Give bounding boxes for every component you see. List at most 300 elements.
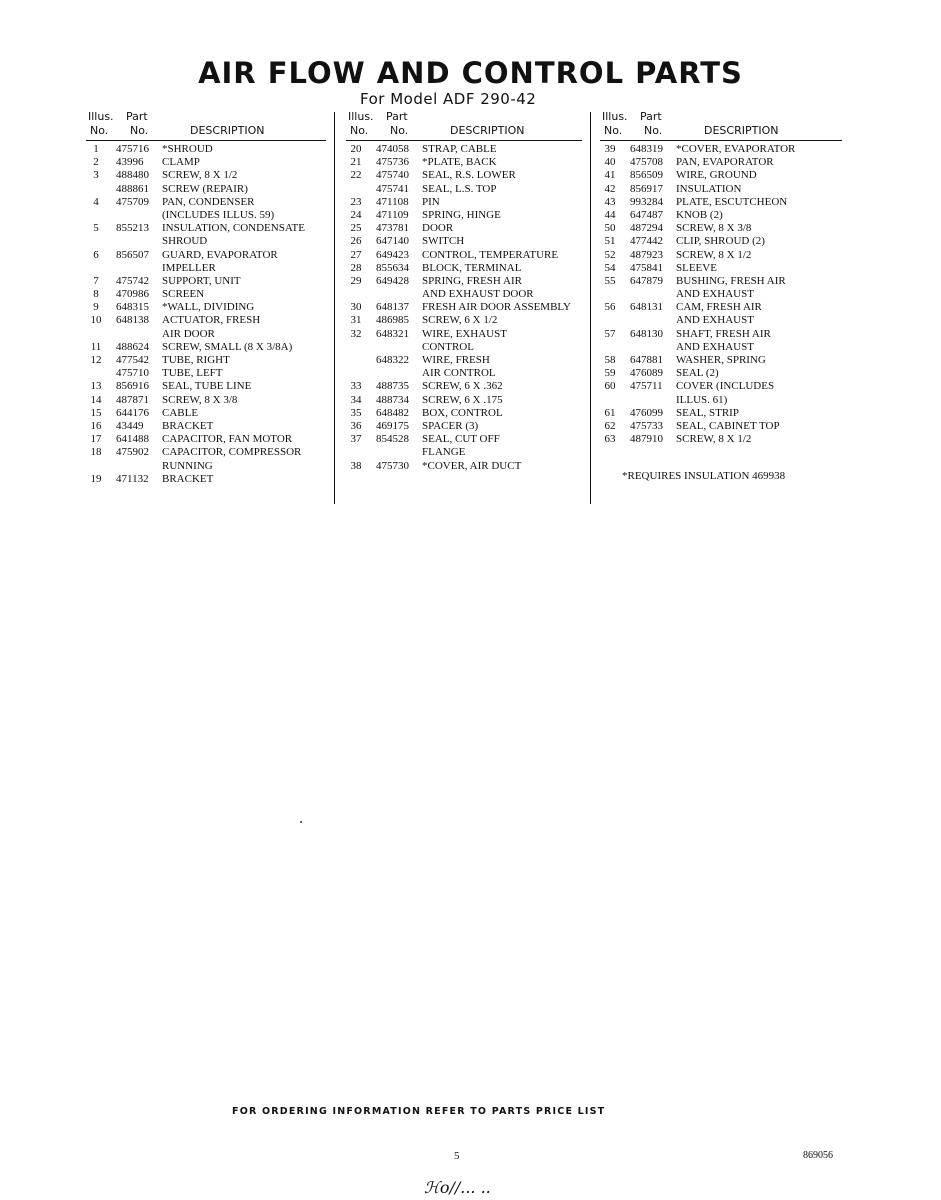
parts-row — [346, 262, 582, 275]
part-number: 469175 — [376, 419, 409, 432]
part-description: SPRING, FRESH AIR — [422, 274, 522, 287]
parts-row — [600, 275, 842, 288]
part-description: *COVER, AIR DUCT — [422, 459, 522, 472]
part-description: SCREW, 8 X 1/2 — [676, 248, 752, 261]
illus-number: 63 — [604, 433, 616, 446]
parts-row — [86, 275, 326, 288]
part-description: SCREW (REPAIR) — [162, 182, 248, 195]
part-number: 475708 — [630, 156, 663, 169]
header-illus-no: No. — [90, 124, 109, 137]
part-description: BLOCK, TERMINAL — [422, 261, 522, 274]
part-description: *PLATE, BACK — [422, 156, 497, 169]
ordering-footer: FOR ORDERING INFORMATION REFER TO PARTS PRICE LIST — [232, 1106, 606, 1117]
part-description: TUBE, RIGHT — [162, 354, 230, 366]
parts-row — [600, 314, 842, 327]
part-number: 473781 — [376, 222, 409, 235]
part-number: 476089 — [630, 367, 663, 380]
parts-row — [346, 328, 582, 341]
part-description: SPRING, HINGE — [422, 208, 501, 221]
illus-number: 58 — [604, 354, 616, 366]
part-description: BRACKET — [162, 472, 214, 485]
part-description: CLAMP — [162, 156, 200, 169]
parts-row — [600, 169, 842, 182]
part-number: 477442 — [630, 235, 663, 248]
parts-row — [600, 420, 842, 433]
page-title: AIR FLOW AND CONTROL PARTS — [198, 56, 743, 90]
part-number: 648138 — [116, 314, 149, 327]
part-number: 475736 — [376, 156, 409, 169]
parts-row — [86, 314, 326, 327]
part-description: SCREW, 6 X .175 — [422, 393, 503, 406]
illus-number: 7 — [93, 274, 99, 287]
part-description: SCREW, 8 X 1/2 — [676, 433, 752, 446]
header-description: DESCRIPTION — [450, 124, 525, 137]
parts-row — [600, 249, 842, 262]
illus-number: 62 — [604, 419, 616, 432]
parts-row — [86, 328, 326, 341]
part-description: COVER (INCLUDES — [676, 380, 775, 393]
illus-number: 24 — [350, 208, 362, 221]
illus-number: 32 — [350, 327, 362, 340]
part-description: CABLE — [162, 406, 199, 419]
illus-number: 35 — [350, 406, 362, 419]
parts-row — [600, 143, 842, 156]
part-description: *WALL, DIVIDING — [162, 301, 255, 314]
part-description: PAN, CONDENSER — [162, 195, 255, 208]
part-description: WIRE, GROUND — [676, 169, 757, 182]
part-number: 471109 — [376, 208, 409, 221]
illus-number: 43 — [604, 195, 616, 208]
part-description: SEAL, CUT OFF — [422, 433, 500, 446]
part-number: 475711 — [630, 380, 663, 393]
part-description: SEAL, STRIP — [676, 406, 739, 419]
parts-row — [86, 446, 326, 459]
illus-number: 13 — [90, 380, 102, 393]
illus-number: 3 — [93, 169, 99, 182]
illus-number: 6 — [93, 248, 99, 261]
part-number: 648322 — [376, 354, 409, 366]
part-number: 475710 — [116, 367, 149, 380]
parts-row — [346, 394, 582, 407]
parts-row — [346, 156, 582, 169]
part-description: SCREW, SMALL (8 X 3/8A) — [162, 340, 293, 353]
illus-number: 15 — [90, 406, 102, 419]
parts-row — [86, 420, 326, 433]
header-illus-no: No. — [604, 124, 623, 137]
parts-row — [346, 420, 582, 433]
illus-number: 50 — [604, 222, 616, 235]
column-header-top — [346, 110, 582, 124]
part-number: 648137 — [376, 301, 409, 314]
part-number: 647879 — [630, 274, 663, 287]
header-part-no: No. — [644, 124, 663, 137]
illus-number: 40 — [604, 156, 616, 169]
header-part: Part — [640, 110, 662, 123]
part-description: SCREEN — [162, 288, 205, 301]
part-description: STRAP, CABLE — [422, 143, 497, 155]
header-description: DESCRIPTION — [704, 124, 779, 137]
header-illus-no: No. — [350, 124, 369, 137]
part-number: 487871 — [116, 393, 149, 406]
part-description: SCREW, 8 X 1/2 — [162, 169, 238, 182]
header-part-no: No. — [130, 124, 149, 137]
illus-number: 37 — [350, 433, 362, 446]
parts-row — [86, 262, 326, 275]
part-number: 856507 — [116, 248, 149, 261]
parts-row — [86, 169, 326, 182]
part-number: 475730 — [376, 459, 409, 472]
page-number: 5 — [454, 1150, 460, 1162]
illus-number: 22 — [350, 169, 362, 182]
parts-row — [86, 380, 326, 393]
part-number: 648315 — [116, 301, 149, 314]
illus-number: 14 — [90, 393, 102, 406]
parts-row — [346, 222, 582, 235]
part-description: SLEEVE — [676, 261, 717, 274]
column-header-bottom — [86, 124, 326, 141]
parts-column-3 — [600, 110, 842, 446]
part-description: SCREW, 8 X 3/8 — [162, 393, 238, 406]
parts-row — [346, 209, 582, 222]
part-description: INSULATION, CONDENSATE — [162, 222, 305, 235]
part-number: 43449 — [116, 419, 144, 432]
part-description: ACTUATOR, FRESH — [162, 314, 261, 327]
parts-row — [346, 407, 582, 420]
part-number: 647140 — [376, 235, 409, 248]
part-description: SPACER (3) — [422, 419, 479, 432]
parts-row — [600, 394, 842, 407]
illus-number: 29 — [350, 274, 362, 287]
part-description: SCREW, 6 X .362 — [422, 380, 503, 393]
parts-rows — [86, 143, 326, 486]
part-description: AND EXHAUST — [676, 288, 754, 301]
parts-row — [346, 301, 582, 314]
illus-number: 4 — [93, 195, 99, 208]
part-number: 488480 — [116, 169, 149, 182]
part-description: AIR CONTROL — [422, 367, 496, 380]
column-header-top — [600, 110, 842, 124]
parts-row — [86, 301, 326, 314]
illus-number: 33 — [350, 380, 362, 393]
part-description: SEAL, R.S. LOWER — [422, 169, 516, 182]
illus-number: 30 — [350, 301, 362, 314]
illus-number: 2 — [93, 156, 99, 169]
parts-row — [346, 314, 582, 327]
parts-row — [346, 354, 582, 367]
parts-row — [86, 143, 326, 156]
part-number: 644176 — [116, 406, 149, 419]
part-description: DOOR — [422, 222, 454, 235]
parts-row — [346, 460, 582, 473]
parts-rows — [346, 143, 582, 473]
parts-row — [86, 209, 326, 222]
part-description: AND EXHAUST — [676, 314, 754, 327]
part-number: 647881 — [630, 354, 663, 366]
part-number: 649428 — [376, 274, 409, 287]
part-number: 475741 — [376, 182, 409, 195]
document-number: 869056 — [803, 1150, 833, 1161]
illus-number: 42 — [604, 182, 616, 195]
part-description: ILLUS. 61) — [676, 393, 728, 406]
header-illus: Illus. — [602, 110, 628, 123]
parts-row — [86, 249, 326, 262]
part-number: 475742 — [116, 274, 149, 287]
parts-row — [600, 183, 842, 196]
part-number: 647487 — [630, 208, 663, 221]
illus-number: 10 — [90, 314, 102, 327]
part-description: AIR DOOR — [162, 327, 215, 340]
parts-row — [86, 354, 326, 367]
header-part-no: No. — [390, 124, 409, 137]
part-description: SHROUD — [162, 235, 208, 248]
part-number: 648319 — [630, 143, 663, 155]
part-number: 649423 — [376, 248, 409, 261]
parts-row — [86, 460, 326, 473]
header-description: DESCRIPTION — [190, 124, 265, 137]
parts-row — [86, 394, 326, 407]
part-description: BUSHING, FRESH AIR — [676, 274, 786, 287]
column-divider — [590, 112, 591, 504]
part-number: 474058 — [376, 143, 409, 155]
part-description: WIRE, EXHAUST — [422, 327, 507, 340]
part-description: CAPACITOR, COMPRESSOR — [162, 446, 302, 459]
part-number: 470986 — [116, 288, 149, 301]
header-illus: Illus. — [348, 110, 374, 123]
illus-number: 27 — [350, 248, 362, 261]
parts-row — [600, 288, 842, 301]
illus-number: 34 — [350, 393, 362, 406]
part-number: 471132 — [116, 472, 149, 485]
parts-row — [86, 156, 326, 169]
part-description: *SHROUD — [162, 143, 213, 155]
illus-number: 38 — [350, 459, 362, 472]
part-number: 477542 — [116, 354, 149, 366]
part-number: 648130 — [630, 327, 663, 340]
part-description: WIRE, FRESH — [422, 354, 490, 366]
part-number: 488861 — [116, 182, 149, 195]
parts-row — [346, 235, 582, 248]
model-subtitle: For Model ADF 290-42 — [360, 90, 537, 108]
illus-number: 39 — [604, 143, 616, 155]
illus-number: 54 — [604, 261, 616, 274]
parts-column-2 — [346, 110, 582, 473]
stray-mark — [300, 821, 302, 823]
parts-row — [346, 143, 582, 156]
illus-number: 55 — [604, 274, 616, 287]
parts-row — [346, 249, 582, 262]
illus-number: 5 — [93, 222, 99, 235]
column-header-bottom — [346, 124, 582, 141]
part-number: 486985 — [376, 314, 409, 327]
parts-row — [86, 196, 326, 209]
part-number: 487923 — [630, 248, 663, 261]
part-description: CONTROL, TEMPERATURE — [422, 248, 559, 261]
header-part: Part — [386, 110, 408, 123]
parts-row — [346, 433, 582, 446]
part-description: RUNNING — [162, 459, 213, 472]
part-number: 856509 — [630, 169, 663, 182]
part-description: SUPPORT, UNIT — [162, 274, 241, 287]
part-description: WASHER, SPRING — [676, 354, 766, 366]
parts-row — [346, 275, 582, 288]
illus-number: 31 — [350, 314, 362, 327]
header-illus: Illus. — [88, 110, 114, 123]
part-number: 855213 — [116, 222, 149, 235]
part-number: 855634 — [376, 261, 409, 274]
parts-row — [600, 156, 842, 169]
part-description: SEAL (2) — [676, 367, 719, 380]
illus-number: 17 — [90, 433, 102, 446]
parts-row — [346, 446, 582, 459]
part-number: 993284 — [630, 195, 663, 208]
part-number: 648131 — [630, 301, 663, 314]
parts-row — [600, 301, 842, 314]
insulation-note: *REQUIRES INSULATION 469938 — [622, 470, 786, 482]
parts-row — [600, 354, 842, 367]
part-number: 475740 — [376, 169, 409, 182]
part-number: 476099 — [630, 406, 663, 419]
part-number: 475841 — [630, 261, 663, 274]
illus-number: 20 — [350, 143, 362, 155]
part-description: GUARD, EVAPORATOR — [162, 248, 278, 261]
illus-number: 12 — [90, 354, 102, 366]
part-description: CAPACITOR, FAN MOTOR — [162, 433, 293, 446]
parts-row — [346, 367, 582, 380]
part-description: INSULATION — [676, 182, 742, 195]
parts-row — [600, 407, 842, 420]
parts-row — [346, 341, 582, 354]
illus-number: 36 — [350, 419, 362, 432]
illus-number: 9 — [93, 301, 99, 314]
part-number: 475709 — [116, 195, 149, 208]
illus-number: 41 — [604, 169, 616, 182]
part-description: AND EXHAUST — [676, 340, 754, 353]
parts-row — [346, 183, 582, 196]
column-header-bottom — [600, 124, 842, 141]
illus-number: 57 — [604, 327, 616, 340]
column-header-top — [86, 110, 326, 124]
part-number: 641488 — [116, 433, 149, 446]
part-description: PLATE, ESCUTCHEON — [676, 195, 788, 208]
illus-number: 1 — [93, 143, 99, 155]
illus-number: 59 — [604, 367, 616, 380]
part-description: SEAL, L.S. TOP — [422, 182, 497, 195]
parts-row — [346, 380, 582, 393]
illus-number: 56 — [604, 301, 616, 314]
parts-row — [86, 367, 326, 380]
illus-number: 18 — [90, 446, 102, 459]
part-description: SHAFT, FRESH AIR — [676, 327, 771, 340]
part-description: AND EXHAUST DOOR — [422, 288, 534, 301]
part-number: 488735 — [376, 380, 409, 393]
handwritten-signature: ℋo//... .. — [424, 1178, 491, 1197]
part-description: IMPELLER — [162, 261, 216, 274]
part-description: SEAL, TUBE LINE — [162, 380, 252, 393]
parts-row — [600, 380, 842, 393]
part-number: 856916 — [116, 380, 149, 393]
illus-number: 61 — [604, 406, 616, 419]
illus-number: 23 — [350, 195, 362, 208]
parts-row — [346, 196, 582, 209]
part-description: SEAL, CABINET TOP — [676, 419, 780, 432]
parts-row — [600, 222, 842, 235]
part-number: 43996 — [116, 156, 144, 169]
part-description: KNOB (2) — [676, 208, 723, 221]
part-description: SCREW, 8 X 3/8 — [676, 222, 752, 235]
part-number: 648321 — [376, 327, 409, 340]
parts-row — [86, 183, 326, 196]
header-part: Part — [126, 110, 148, 123]
parts-row — [86, 341, 326, 354]
illus-number: 28 — [350, 261, 362, 274]
part-description: PAN, EVAPORATOR — [676, 156, 774, 169]
part-description: *COVER, EVAPORATOR — [676, 143, 796, 155]
illus-number: 8 — [93, 288, 99, 301]
part-description: FLANGE — [422, 446, 466, 459]
part-description: BOX, CONTROL — [422, 406, 503, 419]
part-number: 475902 — [116, 446, 149, 459]
parts-row — [600, 196, 842, 209]
parts-row — [600, 367, 842, 380]
parts-row — [86, 407, 326, 420]
parts-row — [600, 209, 842, 222]
parts-row — [600, 341, 842, 354]
illus-number: 25 — [350, 222, 362, 235]
illus-number: 60 — [604, 380, 616, 393]
illus-number: 19 — [90, 472, 102, 485]
parts-column-1 — [86, 110, 326, 486]
part-description: BRACKET — [162, 419, 214, 432]
part-description: SCREW, 6 X 1/2 — [422, 314, 498, 327]
parts-rows — [600, 143, 842, 446]
part-number: 488624 — [116, 340, 149, 353]
parts-row — [600, 262, 842, 275]
part-description: TUBE, LEFT — [162, 367, 223, 380]
illus-number: 51 — [604, 235, 616, 248]
parts-row — [600, 328, 842, 341]
part-number: 475733 — [630, 419, 663, 432]
illus-number: 21 — [350, 156, 362, 169]
part-number: 648482 — [376, 406, 409, 419]
parts-row — [346, 288, 582, 301]
part-number: 475716 — [116, 143, 149, 155]
parts-row — [86, 222, 326, 235]
illus-number: 52 — [604, 248, 616, 261]
parts-row — [86, 433, 326, 446]
part-description: (INCLUDES ILLUS. 59) — [162, 208, 275, 221]
part-number: 488734 — [376, 393, 409, 406]
part-description: FRESH AIR DOOR ASSEMBLY — [422, 301, 571, 314]
part-number: 471108 — [376, 195, 409, 208]
part-description: CAM, FRESH AIR — [676, 301, 762, 314]
illus-number: 44 — [604, 208, 616, 221]
part-number: 487910 — [630, 433, 663, 446]
part-number: 854528 — [376, 433, 409, 446]
column-divider — [334, 112, 335, 504]
parts-row — [346, 169, 582, 182]
parts-row — [86, 288, 326, 301]
parts-row — [600, 235, 842, 248]
part-description: CLIP, SHROUD (2) — [676, 235, 765, 248]
part-description: PIN — [422, 195, 440, 208]
illus-number: 16 — [90, 419, 102, 432]
part-description: CONTROL — [422, 340, 474, 353]
part-description: SWITCH — [422, 235, 465, 248]
part-number: 856917 — [630, 182, 663, 195]
parts-row — [86, 235, 326, 248]
parts-row — [86, 473, 326, 486]
parts-row — [600, 433, 842, 446]
